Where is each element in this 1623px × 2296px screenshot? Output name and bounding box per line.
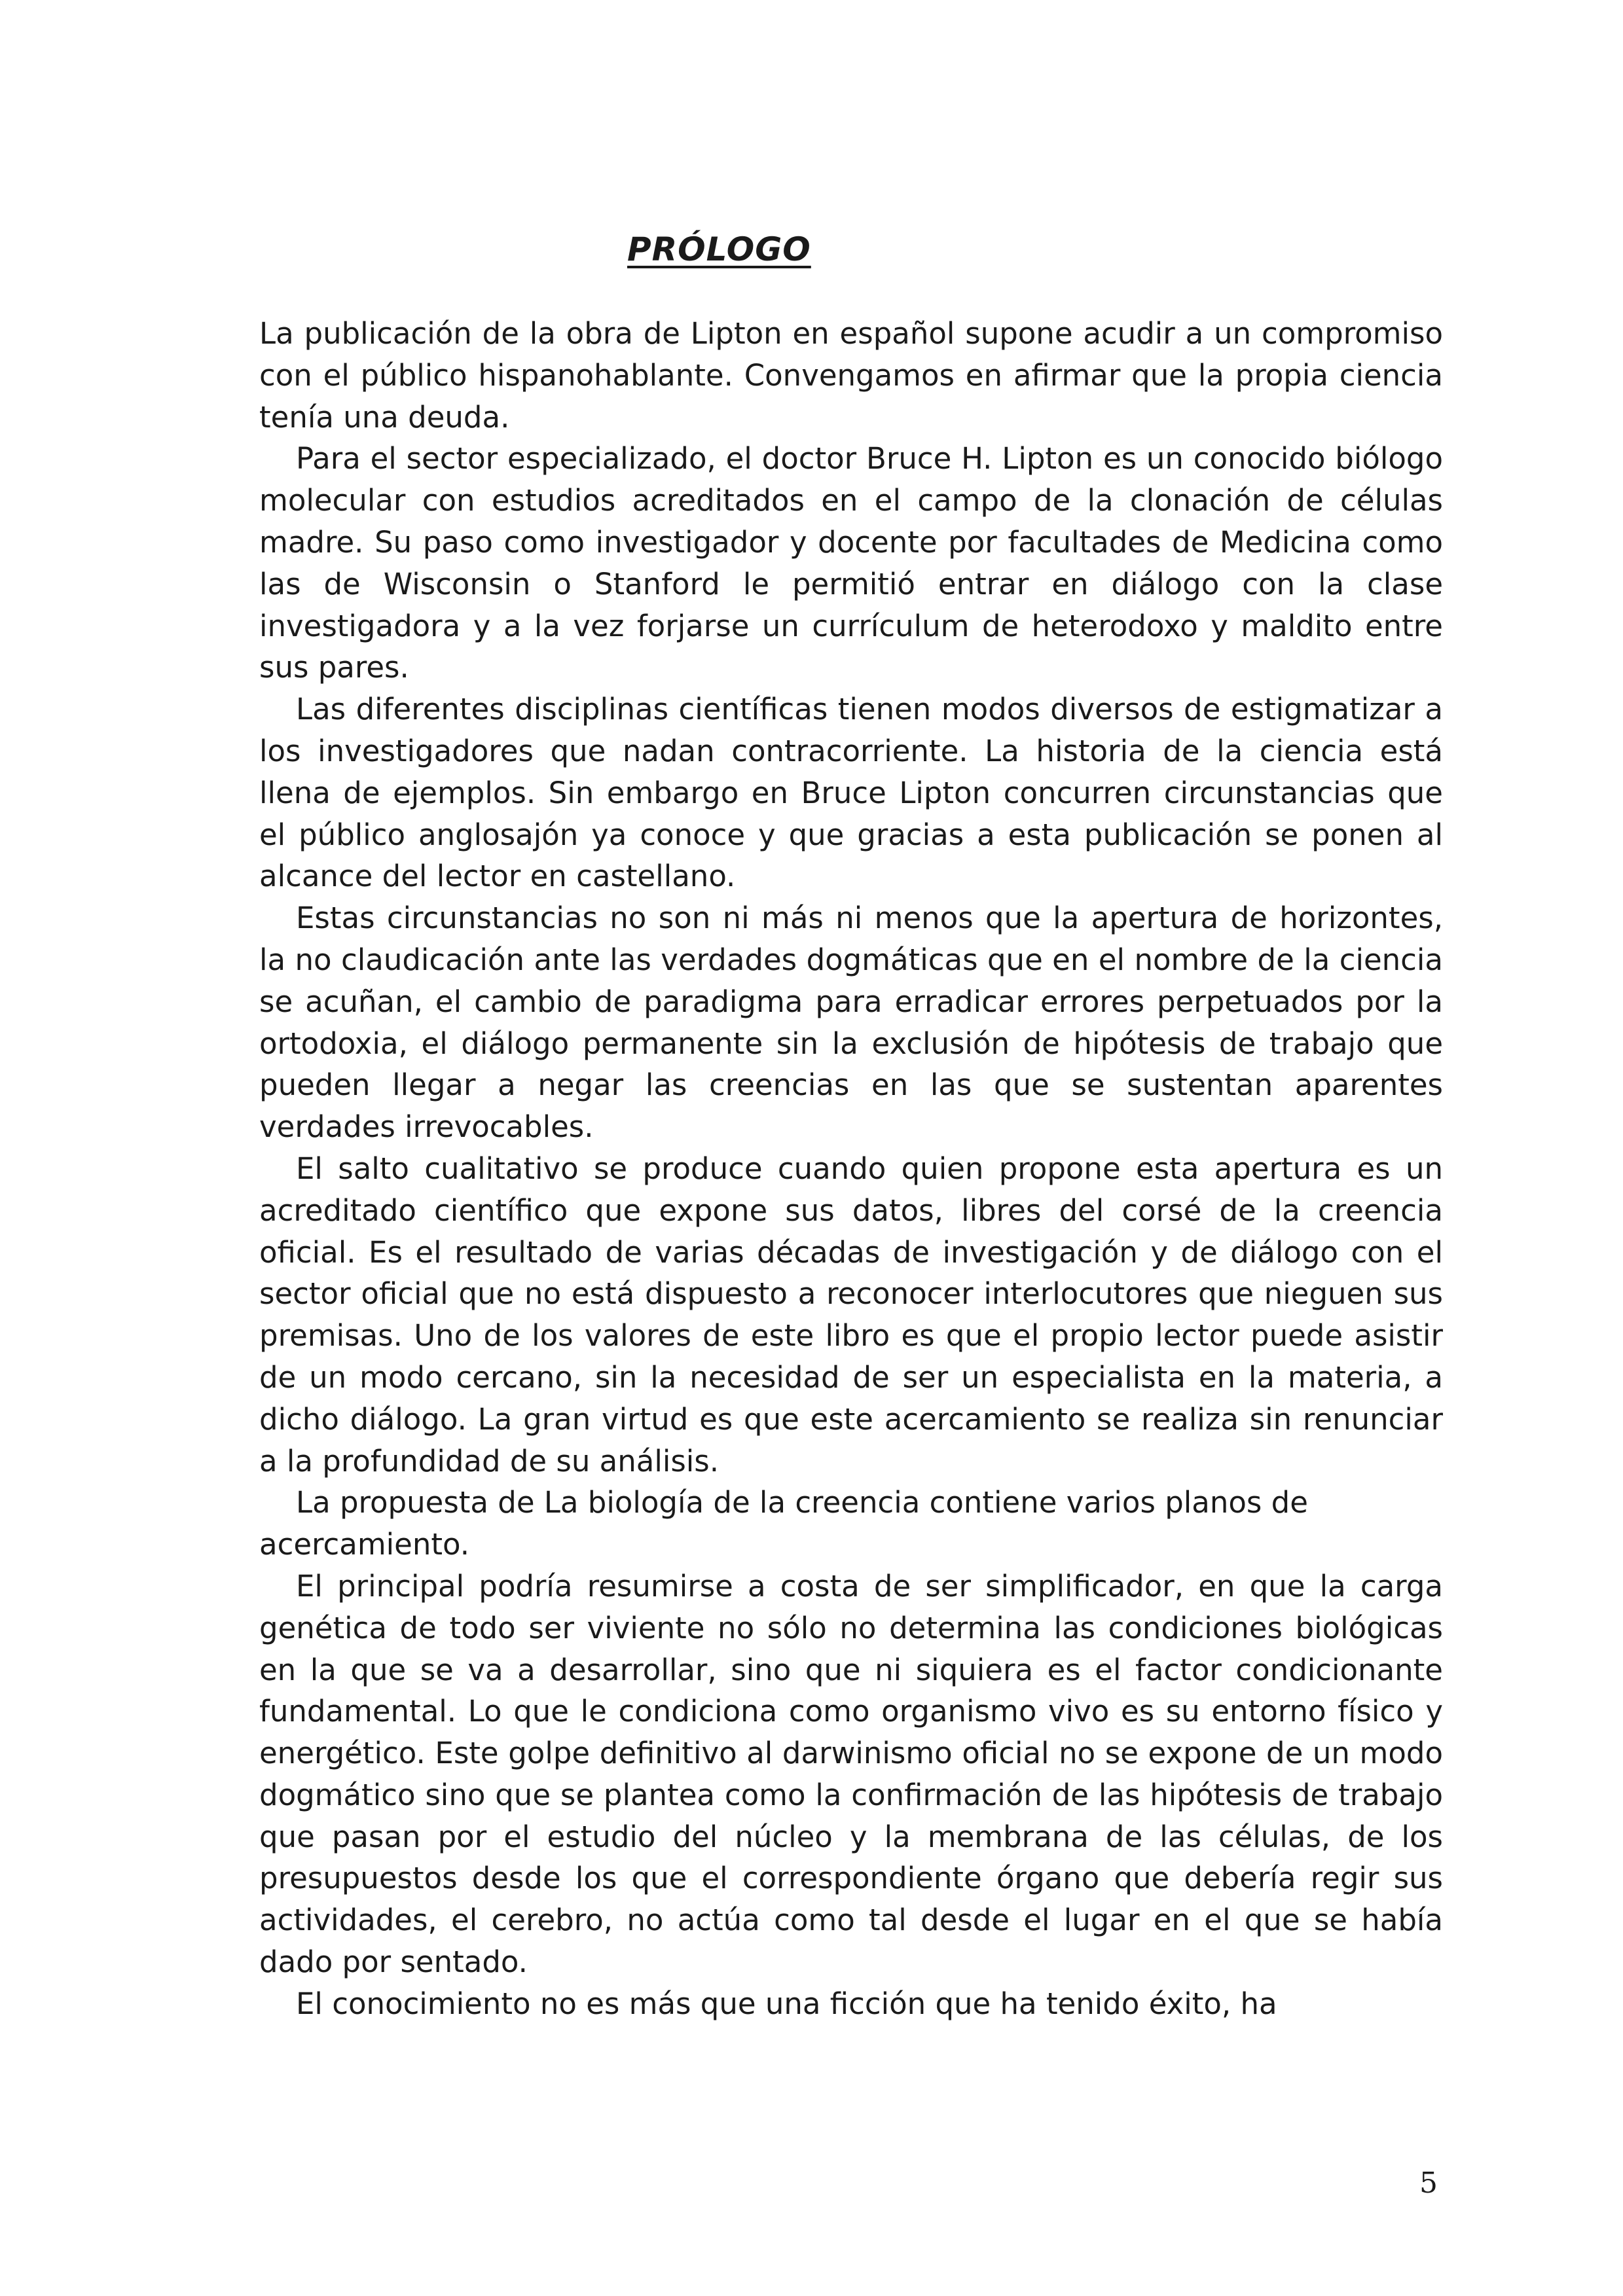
- page-number: 5: [1419, 2166, 1438, 2200]
- paragraph-8: El conocimiento no es más que una ficción que ha tenido éxito, ha: [296, 1986, 1277, 2021]
- paragraph-3: Las diferentes disciplinas científicas tienen modos diversos de estigmatizar a los investigadores que nadan contracorriente. La historia de la ciencia está llena de ejemplos. Sin embargo en Bruce Lipton concurren circunstancias que el público anglosajón ya conoce y que gracias a esta publicación se ponen al alcance del lector en castellano.: [259, 692, 1443, 894]
- paragraph-6: La propuesta de La biología de la creencia contiene varios planos de acercamiento.: [259, 1485, 1308, 1562]
- page-title: PRÓLOGO: [627, 230, 811, 268]
- paragraph-4: Estas circunstancias no son ni más ni menos que la apertura de horizontes, la no claudicación ante las verdades dogmáticas que en el nombre de la ciencia se acuñan, el cambio de paradigma para erradicar errores perpetuados por la ortodoxia, el diálogo permanente sin la exclusión de hipótesis de trabajo que pueden llegar a negar las creencias en las que se sustentan aparentes verdades irrevocables.: [259, 901, 1443, 1145]
- paragraph-2: Para el sector especializado, el doctor Bruce H. Lipton es un conocido biólogo molecular con estudios acreditados en el campo de la clonación de células madre. Su paso como investigador y docente por facultades de Medicina como las de Wisconsin o Stanford le permitió entrar en diálogo con la clase investigadora y a la vez forjarse un currículum de heterodoxo y maldito entre sus pares.: [259, 441, 1443, 685]
- paragraph-1: La publicación de la obra de Lipton en español supone acudir a un compromiso con el público hispanohablante. Convengamos en afirmar que la propia ciencia tenía una deuda.: [259, 316, 1443, 435]
- body-text: [259, 313, 1443, 2025]
- paragraph-5: El salto cualitativo se produce cuando quien propone esta apertura es un acreditado científico que expone sus datos, libres del corsé de la creencia oficial. Es el resultado de varias décadas de investigación y de diálogo con el sector oficial que no está dispuesto a reconocer interlocutores que nieguen sus premisas. Uno de los valores de este libro es que el propio lector puede asistir de un modo cercano, sin la necesidad de ser un especialista en la materia, a dicho diálogo. La gran virtud es que este acercamiento se realiza sin renunciar a la profundidad de su análisis.: [259, 1151, 1443, 1479]
- paragraph-7: El principal podría resumirse a costa de ser simplificador, en que la carga genética de todo ser viviente no sólo no determina las condiciones biológicas en la que se va a desarrollar, sino que ni siquiera es el factor condicionante fundamental. Lo que le condiciona como organismo vivo es su entorno físico y energético. Este golpe definitivo al darwinismo oficial no se expone de un modo dogmático sino que se plantea como la confirmación de las hipótesis de trabajo que pasan por el estudio del núcleo y la membrana de las células, de los presupuestos desde los que el correspondiente órgano que debería regir sus actividades, el cerebro, no actúa como tal desde el lugar en el que se había dado por sentado.: [259, 1568, 1443, 1980]
